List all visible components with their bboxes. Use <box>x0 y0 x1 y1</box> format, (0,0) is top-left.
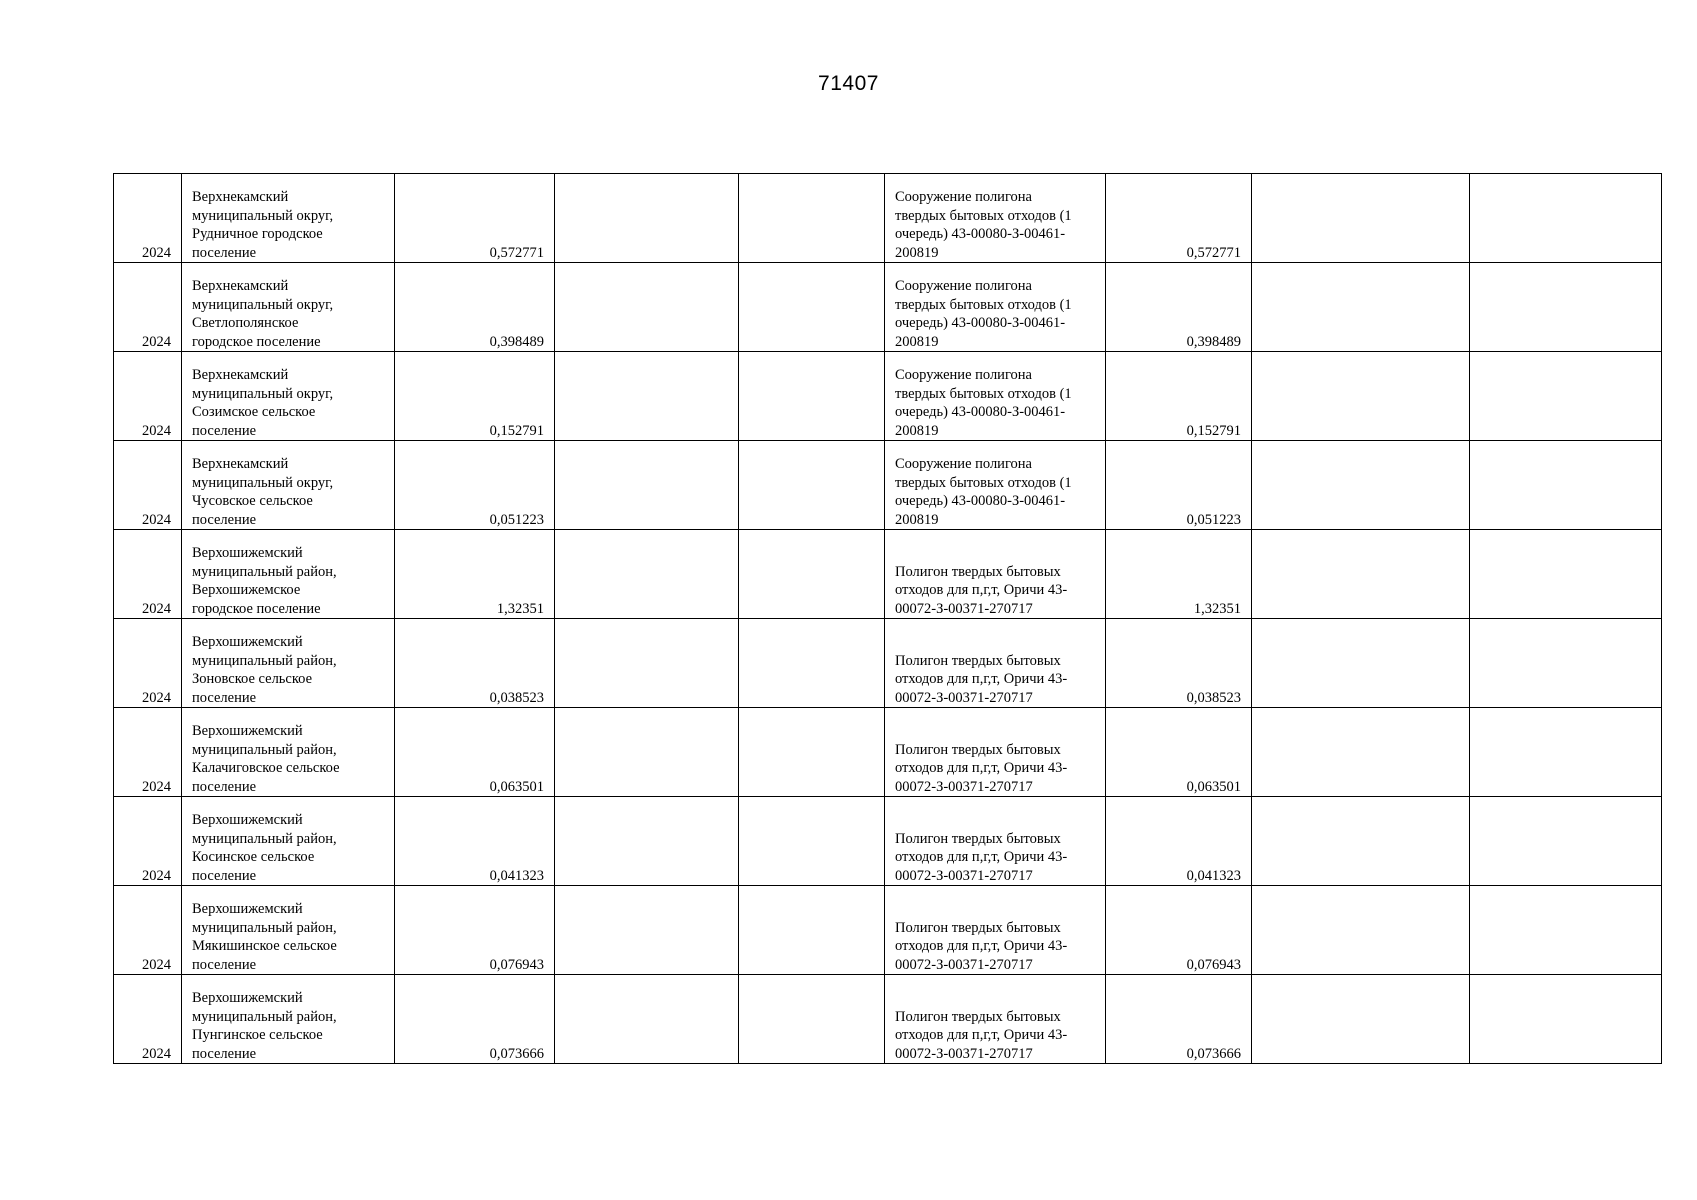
year-cell: 2024 <box>114 975 182 1064</box>
facility-value-cell: 0,572771 <box>1106 174 1252 263</box>
municipality-line: поселение <box>192 867 257 884</box>
facility-line: 200819 <box>895 511 939 528</box>
facility-line: очередь) 43-00080-З-00461- <box>895 226 1066 242</box>
municipality-line: муниципальный район, <box>192 652 337 669</box>
facility-value-cell: 0,073666 <box>1106 975 1252 1064</box>
facility-line: 200819 <box>895 244 939 261</box>
municipality-line: Верхошижемский <box>192 545 303 561</box>
facility-cell <box>885 441 1106 530</box>
year-cell: 2024 <box>114 174 182 263</box>
facility-line: Полигон твердых бытовых <box>895 652 1061 669</box>
value-cell: 0,038523 <box>395 619 555 708</box>
facility-cell <box>885 619 1106 708</box>
value-cell: 0,076943 <box>395 886 555 975</box>
facility-line: 00072-З-00371-270717 <box>895 867 1033 884</box>
year-cell: 2024 <box>114 530 182 619</box>
empty-cell <box>1470 886 1662 975</box>
facility-line: отходов для п,г,т, Оричи 43- <box>895 671 1068 687</box>
empty-cell <box>555 886 739 975</box>
value-cell: 1,32351 <box>395 530 555 619</box>
empty-cell <box>555 530 739 619</box>
table-row <box>114 975 1662 1064</box>
facility-line: твердых бытовых отходов (1 <box>895 296 1072 313</box>
municipality-line: Светлополянское <box>192 315 299 331</box>
facility-line: Полигон твердых бытовых <box>895 563 1061 580</box>
facility-line: отходов для п,г,т, Оричи 43- <box>895 582 1068 598</box>
municipality-line: Мякишинское сельское <box>192 938 337 954</box>
municipality-cell <box>182 263 395 352</box>
table-row <box>114 886 1662 975</box>
municipality-line: Зоновское сельское <box>192 671 313 687</box>
facility-line: 200819 <box>895 333 939 350</box>
facility-line: твердых бытовых отходов (1 <box>895 385 1072 402</box>
municipality-line: Верхошижемский <box>192 990 303 1006</box>
empty-cell <box>739 886 885 975</box>
facility-line: 00072-З-00371-270717 <box>895 600 1033 617</box>
waste-allocation-table <box>113 173 1662 1064</box>
municipality-line: муниципальный округ, <box>192 296 334 313</box>
municipality-cell <box>182 352 395 441</box>
municipality-line: поселение <box>192 1045 257 1062</box>
facility-cell <box>885 263 1106 352</box>
empty-cell <box>555 708 739 797</box>
empty-cell <box>555 263 739 352</box>
empty-cell <box>1470 708 1662 797</box>
empty-cell <box>739 619 885 708</box>
table-row <box>114 530 1662 619</box>
value-cell: 0,051223 <box>395 441 555 530</box>
empty-cell <box>555 174 739 263</box>
facility-line: Полигон твердых бытовых <box>895 741 1061 758</box>
facility-line: отходов для п,г,т, Оричи 43- <box>895 849 1068 865</box>
municipality-line: Верхошижемский <box>192 723 303 739</box>
facility-line: отходов для п,г,т, Оричи 43- <box>895 1027 1068 1043</box>
facility-line: 200819 <box>895 422 939 439</box>
year-cell: 2024 <box>114 708 182 797</box>
facility-line: Сооружение полигона <box>895 278 1032 294</box>
table-row <box>114 708 1662 797</box>
empty-cell <box>1252 797 1470 886</box>
facility-line: отходов для п,г,т, Оричи 43- <box>895 938 1068 954</box>
empty-cell <box>739 441 885 530</box>
facility-value-cell: 0,076943 <box>1106 886 1252 975</box>
facility-value-cell: 0,063501 <box>1106 708 1252 797</box>
table-row <box>114 263 1662 352</box>
facility-line: твердых бытовых отходов (1 <box>895 207 1072 224</box>
municipality-line: Верхнекамский <box>192 367 289 383</box>
municipality-line: Верхнекамский <box>192 456 289 472</box>
municipality-line: муниципальный округ, <box>192 474 334 491</box>
year-cell: 2024 <box>114 619 182 708</box>
facility-line: очередь) 43-00080-З-00461- <box>895 493 1066 509</box>
empty-cell <box>1252 530 1470 619</box>
municipality-line: городское поселение <box>192 333 321 350</box>
value-cell: 0,398489 <box>395 263 555 352</box>
empty-cell <box>1252 975 1470 1064</box>
empty-cell <box>555 441 739 530</box>
empty-cell <box>1470 441 1662 530</box>
municipality-line: Рудничное городское <box>192 226 323 242</box>
facility-line: Сооружение полигона <box>895 456 1032 472</box>
page-number: 71407 <box>818 72 879 95</box>
facility-line: Сооружение полигона <box>895 367 1032 383</box>
empty-cell <box>1252 441 1470 530</box>
empty-cell <box>1252 886 1470 975</box>
municipality-line: Косинское сельское <box>192 849 315 865</box>
facility-line: твердых бытовых отходов (1 <box>895 474 1072 491</box>
municipality-line: Верхошижемский <box>192 901 303 917</box>
empty-cell <box>1252 619 1470 708</box>
value-cell: 0,041323 <box>395 797 555 886</box>
municipality-cell <box>182 174 395 263</box>
facility-cell <box>885 797 1106 886</box>
municipality-cell <box>182 975 395 1064</box>
facility-line: очередь) 43-00080-З-00461- <box>895 315 1066 331</box>
facility-line: Полигон твердых бытовых <box>895 919 1061 936</box>
year-cell: 2024 <box>114 352 182 441</box>
empty-cell <box>739 263 885 352</box>
empty-cell <box>1470 263 1662 352</box>
empty-cell <box>1470 975 1662 1064</box>
empty-cell <box>739 352 885 441</box>
facility-line: отходов для п,г,т, Оричи 43- <box>895 760 1068 776</box>
table-row <box>114 441 1662 530</box>
value-cell: 0,063501 <box>395 708 555 797</box>
empty-cell <box>1470 797 1662 886</box>
value-cell: 0,152791 <box>395 352 555 441</box>
facility-cell <box>885 708 1106 797</box>
empty-cell <box>739 797 885 886</box>
facility-cell <box>885 352 1106 441</box>
value-cell: 0,073666 <box>395 975 555 1064</box>
empty-cell <box>1470 619 1662 708</box>
facility-line: 00072-З-00371-270717 <box>895 956 1033 973</box>
table-row <box>114 797 1662 886</box>
municipality-line: Калачиговское сельское <box>192 760 340 776</box>
municipality-line: Верхнекамский <box>192 278 289 294</box>
facility-line: 00072-З-00371-270717 <box>895 689 1033 706</box>
value-cell: 0,572771 <box>395 174 555 263</box>
facility-cell <box>885 174 1106 263</box>
empty-cell <box>739 174 885 263</box>
municipality-line: поселение <box>192 244 257 261</box>
facility-line: Полигон твердых бытовых <box>895 1008 1061 1025</box>
municipality-line: поселение <box>192 956 257 973</box>
facility-value-cell: 0,038523 <box>1106 619 1252 708</box>
municipality-line: поселение <box>192 778 257 795</box>
municipality-line: поселение <box>192 511 257 528</box>
municipality-cell <box>182 441 395 530</box>
facility-line: 00072-З-00371-270717 <box>895 1045 1033 1062</box>
empty-cell <box>1470 352 1662 441</box>
municipality-line: муниципальный округ, <box>192 207 334 224</box>
facility-value-cell: 0,398489 <box>1106 263 1252 352</box>
municipality-line: поселение <box>192 422 257 439</box>
empty-cell <box>1470 174 1662 263</box>
facility-value-cell: 1,32351 <box>1106 530 1252 619</box>
municipality-line: городское поселение <box>192 600 321 617</box>
municipality-line: поселение <box>192 689 257 706</box>
municipality-line: Чусовское сельское <box>192 493 313 509</box>
facility-value-cell: 0,051223 <box>1106 441 1252 530</box>
facility-line: Полигон твердых бытовых <box>895 830 1061 847</box>
empty-cell <box>1252 263 1470 352</box>
empty-cell <box>555 352 739 441</box>
municipality-line: Верхошижемский <box>192 634 303 650</box>
empty-cell <box>1470 530 1662 619</box>
empty-cell <box>1252 708 1470 797</box>
facility-line: очередь) 43-00080-З-00461- <box>895 404 1066 420</box>
empty-cell <box>739 530 885 619</box>
year-cell: 2024 <box>114 886 182 975</box>
facility-value-cell: 0,152791 <box>1106 352 1252 441</box>
table-row <box>114 174 1662 263</box>
facility-value-cell: 0,041323 <box>1106 797 1252 886</box>
municipality-cell <box>182 530 395 619</box>
empty-cell <box>1252 174 1470 263</box>
municipality-line: муниципальный район, <box>192 830 337 847</box>
facility-cell <box>885 975 1106 1064</box>
municipality-line: Созимское сельское <box>192 404 316 420</box>
year-cell: 2024 <box>114 797 182 886</box>
municipality-line: Верхошижемское <box>192 582 301 598</box>
empty-cell <box>555 797 739 886</box>
municipality-line: муниципальный район, <box>192 919 337 936</box>
table-row <box>114 619 1662 708</box>
empty-cell <box>739 975 885 1064</box>
year-cell: 2024 <box>114 441 182 530</box>
municipality-line: Верхошижемский <box>192 812 303 828</box>
municipality-cell <box>182 797 395 886</box>
municipality-line: муниципальный округ, <box>192 385 334 402</box>
facility-line: 00072-З-00371-270717 <box>895 778 1033 795</box>
facility-line: Сооружение полигона <box>895 189 1032 205</box>
empty-cell <box>555 619 739 708</box>
facility-cell <box>885 886 1106 975</box>
table-row <box>114 352 1662 441</box>
year-cell: 2024 <box>114 263 182 352</box>
facility-cell <box>885 530 1106 619</box>
municipality-line: Верхнекамский <box>192 189 289 205</box>
empty-cell <box>1252 352 1470 441</box>
municipality-line: муниципальный район, <box>192 1008 337 1025</box>
empty-cell <box>739 708 885 797</box>
empty-cell <box>555 975 739 1064</box>
municipality-cell <box>182 886 395 975</box>
municipality-cell <box>182 708 395 797</box>
municipality-line: Пунгинское сельское <box>192 1027 323 1043</box>
municipality-cell <box>182 619 395 708</box>
municipality-line: муниципальный район, <box>192 741 337 758</box>
table-body <box>114 174 1662 1064</box>
municipality-line: муниципальный район, <box>192 563 337 580</box>
